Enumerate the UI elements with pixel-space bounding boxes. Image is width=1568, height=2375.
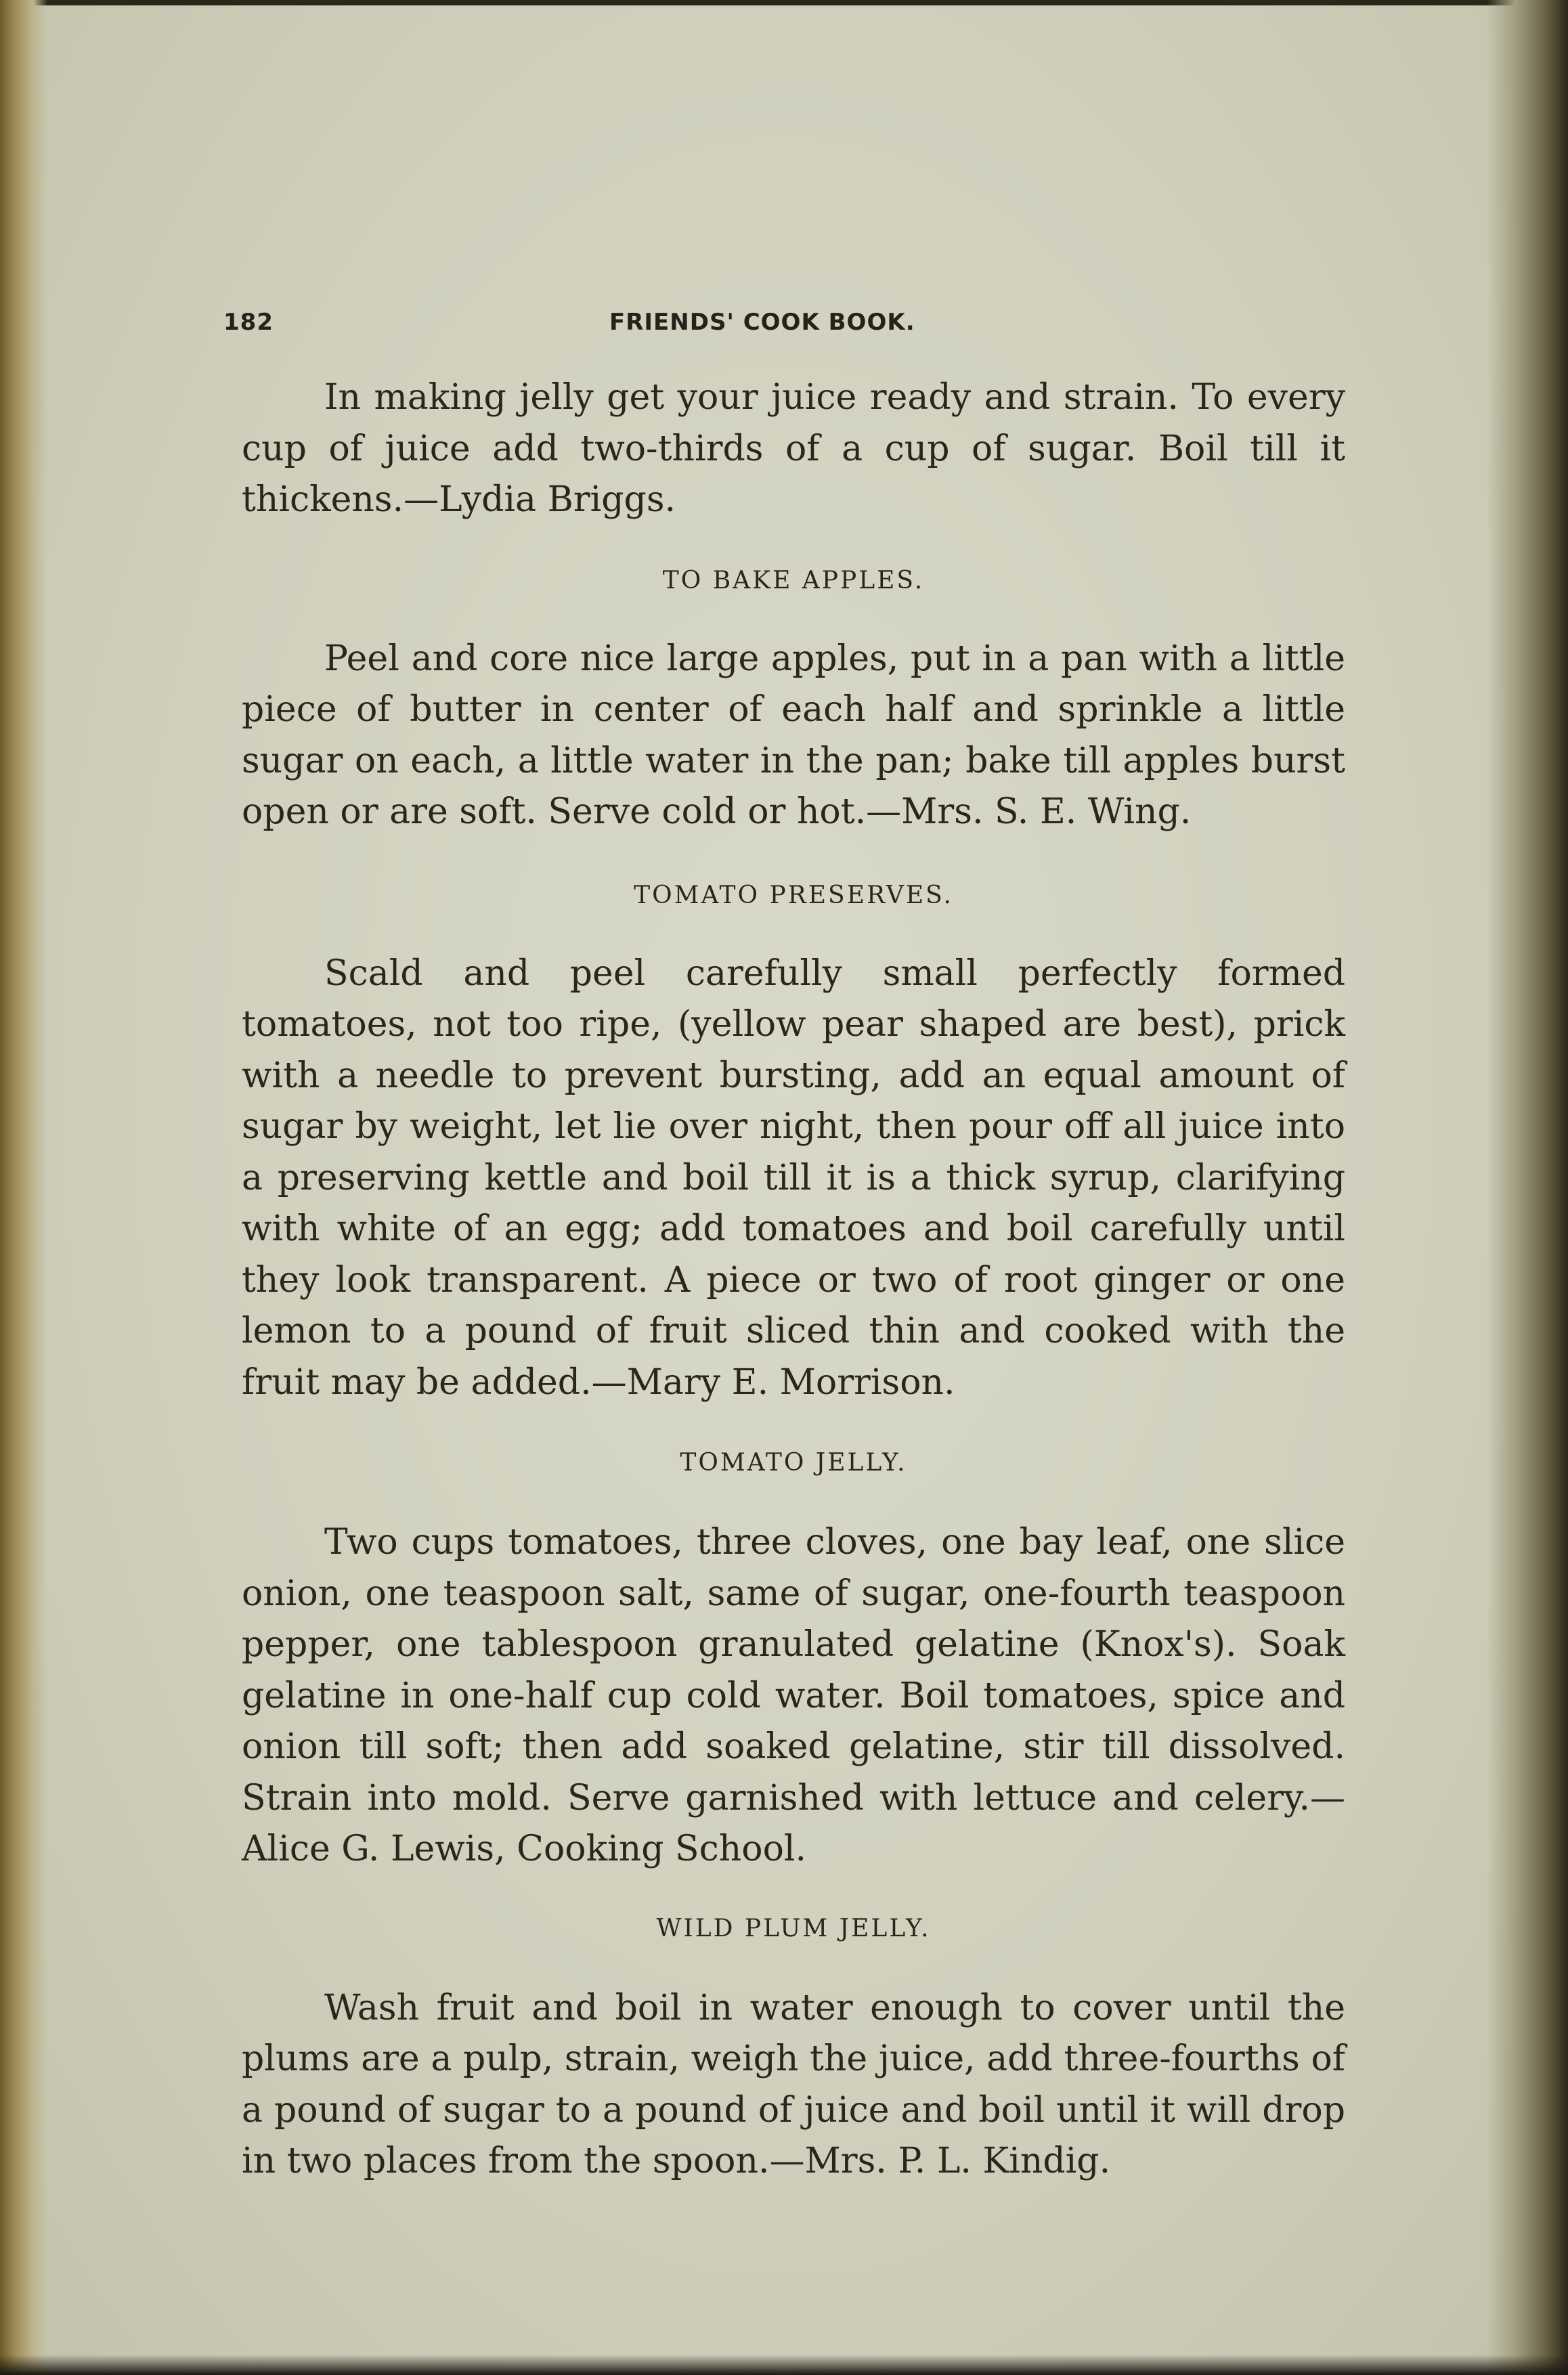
recipe-heading-tomato-jelly: TOMATO JELLY.	[680, 1449, 907, 1477]
recipe-text-bake-apples: Peel and core nice large apples, put in a pan with a little piece of butter in center of each half and sprinkle a little sugar on each, a little water in the pan; bake till apples burst open or are soft. Serve cold or hot.—Mrs. S. E. Wing.	[242, 638, 1345, 832]
recipe-text-wild-plum-jelly: Wash fruit and boil in water enough to cover until the plums are a pulp, strain, weigh the juice, add three-fourths of a pound of sugar to a pound of juice and boil until it will drop in two places from the spoon.—Mrs. P. L. Kindig.	[242, 1987, 1345, 2181]
running-head: FRIENDS' COOK BOOK.	[609, 309, 915, 336]
recipe-heading-tomato-preserves: TOMATO PRESERVES.	[634, 881, 953, 909]
recipe-heading-wild-plum-jelly: WILD PLUM JELLY.	[656, 1914, 931, 1942]
page-number: 182	[223, 309, 274, 336]
recipe-text-tomato-jelly: Two cups tomatoes, three cloves, one bay leaf, one slice onion, one teaspoon salt, same of sugar, one-fourth teaspoon pepper, one tablespoon granulated gelatine (Knox's). Soak gelatine in one-half cup cold water. Boil tomatoes, spice and onion till soft; then add soaked gelatine, stir till dissolved. Strain into mold. Serve garnished with lettuce and celery.—Alice G. Lewis, Cooking School.	[242, 1522, 1345, 1869]
page-header	[223, 303, 1368, 344]
recipe-heading-bake-apples: TO BAKE APPLES.	[662, 566, 925, 594]
recipe-text-tomato-preserves: Scald and peel carefully small perfectly formed tomatoes, not too ripe, (yellow pear shaped are best), prick with a needle to prevent bursting, add an equal amount of sugar by weight, let lie over night, then pour off all juice into a preserving kettle and boil till it is a thick syrup, clarifying with white of an egg; add tomatoes and boil carefully until they look transparent. A piece or two of root ginger or one lemon to a pound of fruit sliced thin and cooked with the fruit may be added.—Mary E. Morrison.	[242, 953, 1345, 1403]
intro-paragraph: In making jelly get your juice ready and strain. To every cup of juice add two-thirds of a cup of sugar. Boil till it thickens.—Lydia Briggs.	[242, 377, 1345, 520]
page-content	[242, 372, 1345, 2187]
page-binding-shadow	[0, 0, 47, 2375]
page-right-edge	[1487, 0, 1568, 2375]
page-top-edge	[0, 0, 1568, 5]
page-bottom-edge	[0, 2355, 1568, 2375]
